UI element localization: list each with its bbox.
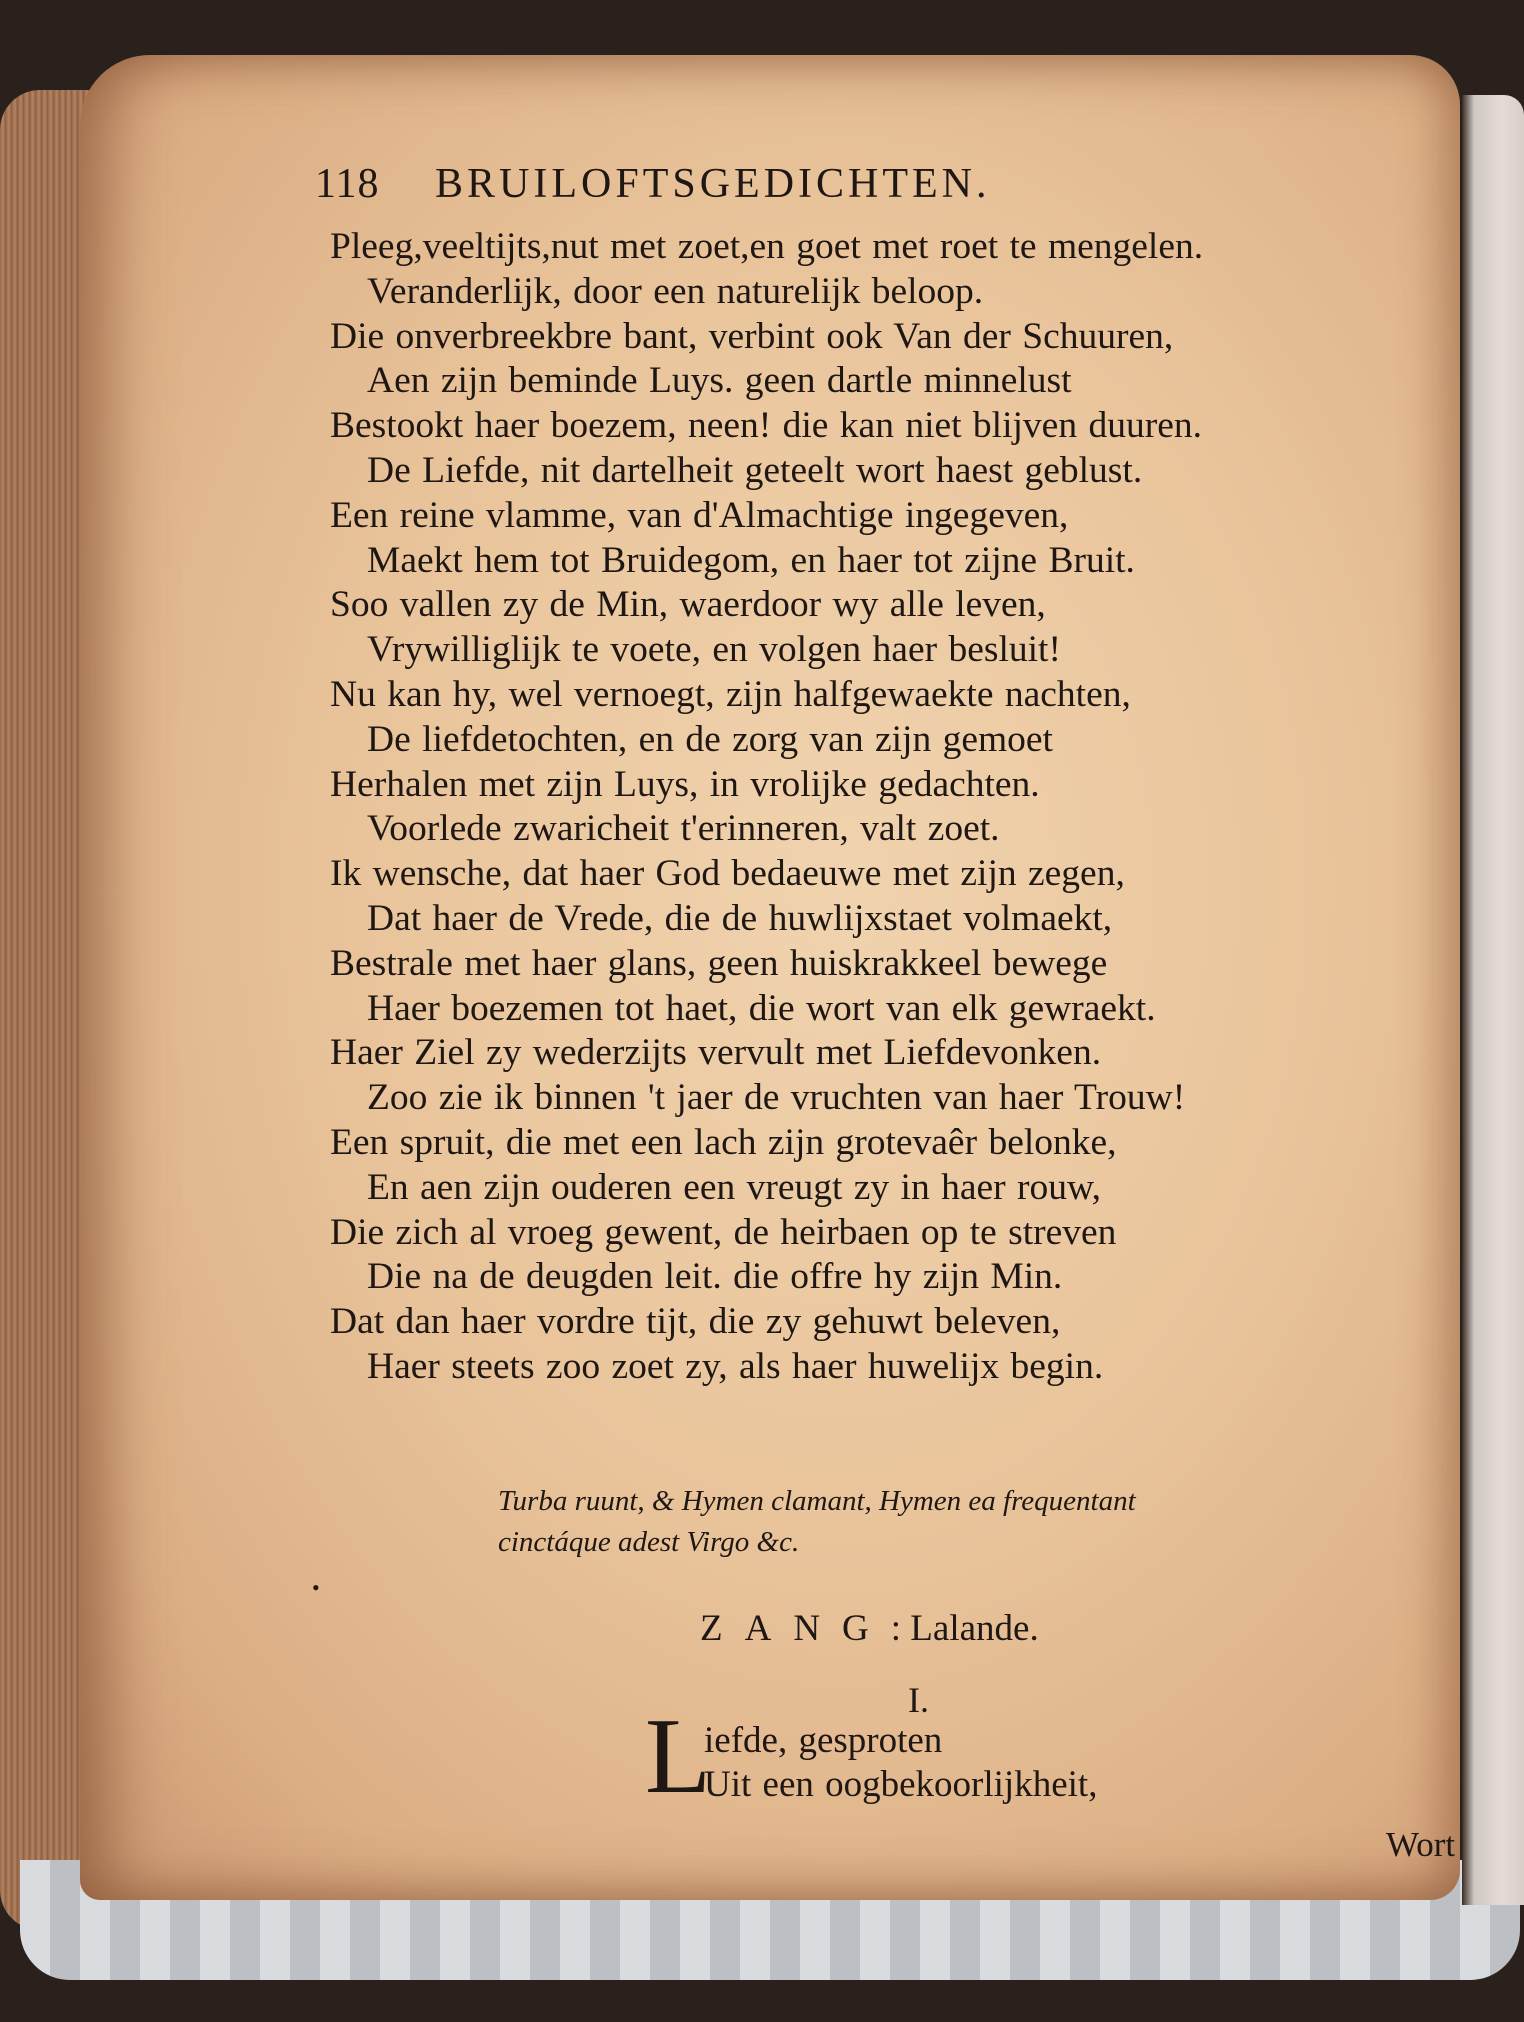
stanza-line: Uit een oogbekoorlijkheit,: [704, 1764, 1098, 1805]
poem-line: Een spruit, die met een lach zijn grotevaêr belonke,: [330, 1121, 1117, 1163]
poem-line: Zoo zie ik binnen 't jaer de vruchten van haer Trouw!: [367, 1077, 1186, 1119]
poem-line: Dat dan haer vordre tijt, die zy gehuwt beleven,: [330, 1301, 1061, 1343]
poem-line: Pleeg,veeltijts,nut met zoet,en goet met roet te mengelen.: [330, 226, 1204, 267]
poem-body: [330, 225, 1480, 1390]
poem-line: Ik wensche, dat haer God bedaeuwe met zijn zegen,: [330, 853, 1125, 895]
verse-numeral: I.: [908, 1680, 929, 1720]
latin-quotation: [498, 1481, 1478, 1563]
latin-line-1: Turba ruunt, & Hymen clamant, Hymen ea frequentant: [498, 1485, 1136, 1517]
poem-line: En aen zijn ouderen een vreugt zy in haer rouw,: [367, 1166, 1102, 1208]
poem-line: Dat haer de Vrede, die de huwlijxstaet volmaekt,: [367, 897, 1113, 939]
poem-line: Die zich al vroeg gewent, de heirbaen op te streven: [330, 1211, 1117, 1253]
bullet-mark-icon: •: [312, 1575, 320, 1600]
page-content: [80, 55, 1460, 1900]
song-heading: [700, 1607, 1039, 1650]
poem-line: Haer Ziel zy wederzijts vervult met Liefdevonken.: [330, 1032, 1102, 1074]
poem-line: De Liefde, nit dartelheit geteelt wort haest geblust.: [367, 449, 1143, 491]
song-tune: Lalande.: [910, 1608, 1039, 1649]
poem-line: Voorlede zwaricheit t'erinneren, valt zoet.: [367, 808, 1000, 850]
poem-line: Die na de deugden leit. die offre hy zijn Min.: [367, 1256, 1063, 1298]
poem-line: Soo vallen zy de Min, waerdoor wy alle leven,: [330, 584, 1046, 626]
stanza-line: iefde, gesproten: [704, 1720, 943, 1761]
poem-line: Haer boezemen tot haet, die wort van elk gewraekt.: [367, 987, 1156, 1029]
poem-line: Aen zijn beminde Luys. geen dartle minnelust: [367, 360, 1072, 402]
drop-cap: L: [645, 1697, 711, 1816]
poem-line: Die onverbreekbre bant, verbint ook Van der Schuuren,: [330, 315, 1174, 357]
poem-line: Bestrale met haer glans, geen huiskrakkeel bewege: [330, 942, 1108, 984]
poem-line: Veranderlijk, door een naturelijk beloop.: [367, 270, 984, 312]
song-label: ZANG: [700, 1608, 891, 1649]
poem-line: Bestookt haer boezem, neen! die kan niet blijven duuren.: [330, 405, 1202, 447]
latin-line-2: cinctáque adest Virgo &c.: [498, 1526, 800, 1558]
poem-line: Herhalen met zijn Luys, in vrolijke gedachten.: [330, 763, 1040, 805]
song-separator: :: [890, 1608, 902, 1649]
poem-line: Een reine vlamme, van d'Almachtige ingegeven,: [330, 494, 1069, 536]
song-stanza: [704, 1719, 1097, 1807]
poem-line: Maekt hem tot Bruidegom, en haer tot zijne Bruit.: [367, 539, 1135, 581]
poem-line: Haer steets zoo zoet zy, als haer huwelijx begin.: [367, 1345, 1104, 1387]
page-number: 118: [315, 161, 380, 207]
catchword: Wort: [1386, 1825, 1456, 1864]
poem-line: Nu kan hy, wel vernoegt, zijn halfgewaekte nachten,: [330, 673, 1131, 715]
poem-line: De liefdetochten, en de zorg van zijn gemoet: [367, 718, 1053, 760]
page-title: BRUILOFTSGEDICHTEN.: [435, 161, 991, 207]
poem-line: Vrywilliglijk te voete, en volgen haer besluit!: [367, 629, 1061, 671]
book-page: [80, 55, 1460, 1900]
